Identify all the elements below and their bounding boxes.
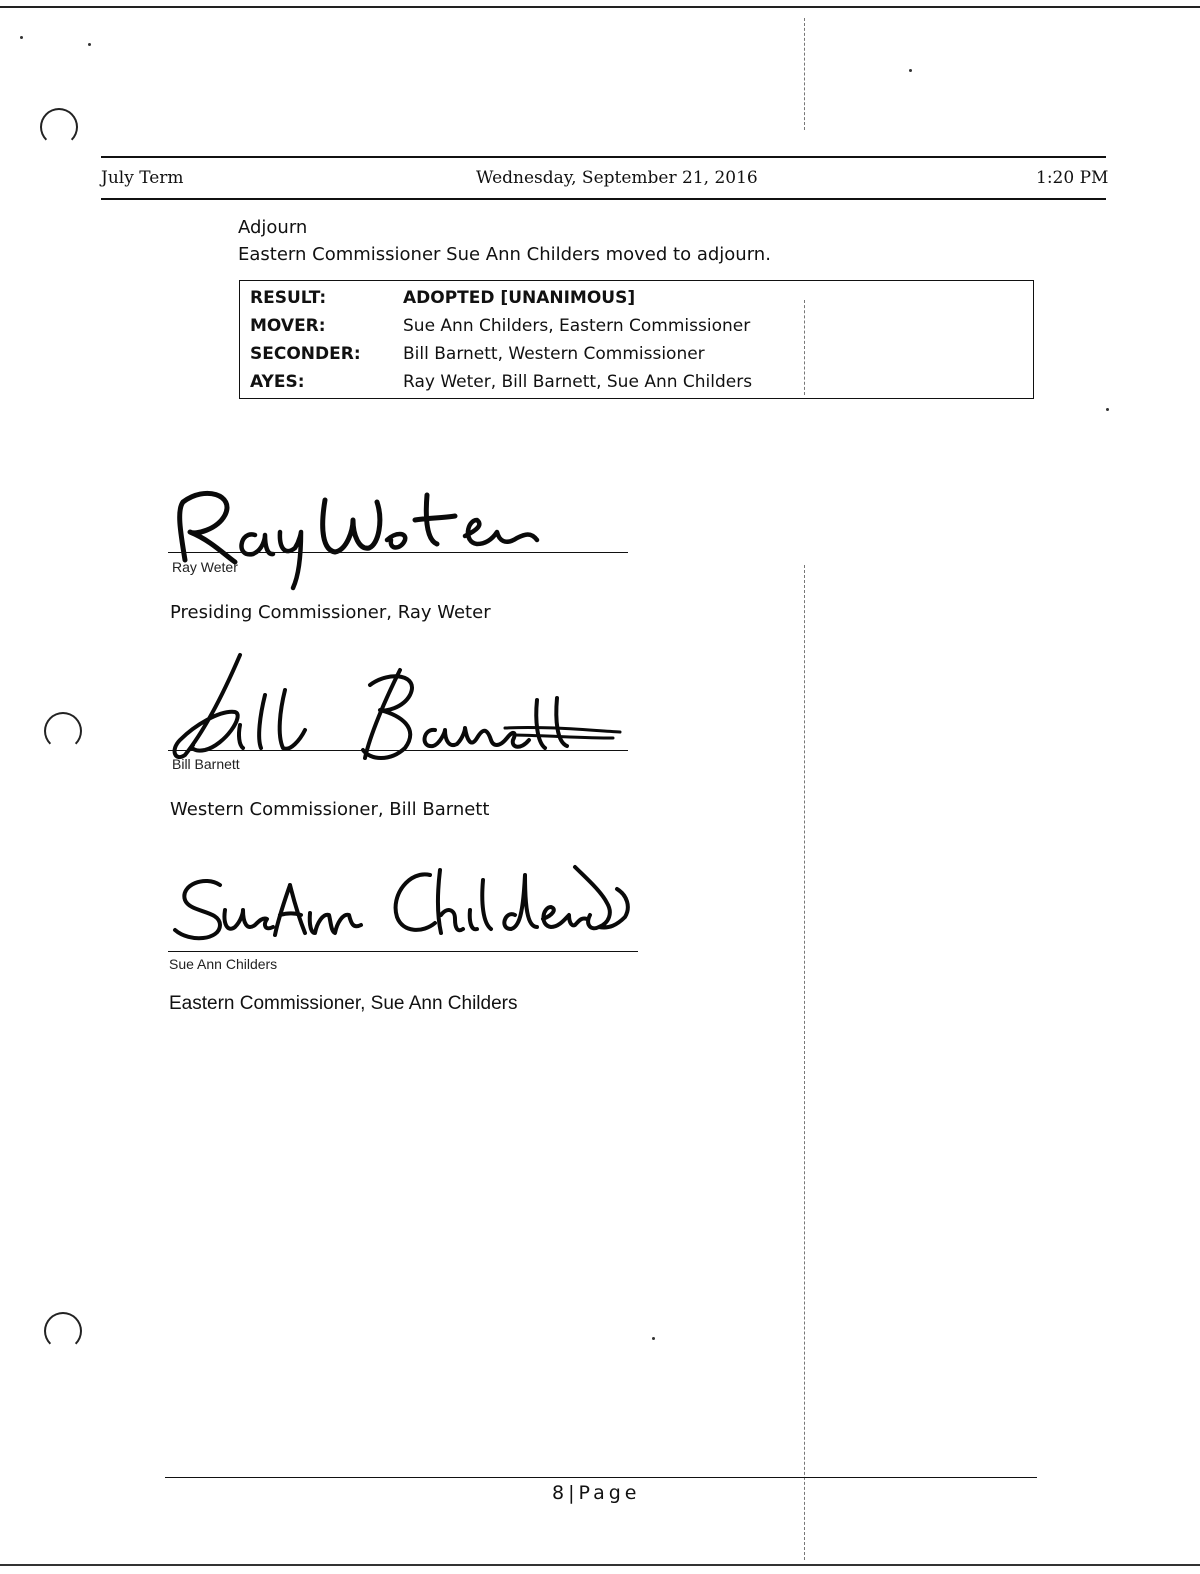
header-term: July Term	[101, 168, 184, 188]
scan-fold-line-body	[804, 565, 805, 1560]
signature-sue-ann-childers	[165, 855, 635, 950]
header-top-rule	[101, 156, 1106, 158]
motion-label: SECONDER:	[250, 344, 361, 364]
punch-hole-top	[40, 108, 78, 146]
signature-bill-barnett	[165, 650, 645, 770]
scan-speck	[1106, 408, 1109, 411]
agenda-item-title: Adjourn	[238, 217, 308, 238]
scan-speck	[20, 36, 23, 39]
motion-value: Ray Weter, Bill Barnett, Sue Ann Childers	[403, 372, 753, 392]
page-number	[552, 1482, 641, 1504]
scan-speck	[652, 1337, 655, 1340]
header-date: Wednesday, September 21, 2016	[476, 168, 758, 188]
footer-rule	[165, 1477, 1037, 1478]
scan-bottom-border	[0, 1564, 1200, 1566]
scan-top-border	[0, 6, 1200, 8]
motion-label: MOVER:	[250, 316, 326, 336]
motion-row-result	[250, 284, 635, 312]
signature-line	[168, 552, 628, 553]
signature-printed-name: Sue Ann Childers	[169, 956, 278, 972]
scan-fold-line-top	[804, 18, 805, 130]
page-number-separator: |	[568, 1482, 579, 1504]
signature-title: Western Commissioner, Bill Barnett	[170, 799, 490, 820]
agenda-item-motion: Eastern Commissioner Sue Ann Childers moved to adjourn.	[238, 244, 771, 265]
signature-printed-name: Ray Weter	[172, 559, 238, 575]
scan-speck	[88, 43, 91, 46]
motion-label: RESULT:	[250, 288, 327, 308]
punch-hole-bottom	[44, 1312, 82, 1350]
scan-speck	[909, 69, 912, 72]
motion-row-mover	[250, 312, 750, 340]
motion-value: Sue Ann Childers, Eastern Commissioner	[403, 316, 751, 336]
motion-row-ayes	[250, 368, 752, 396]
signature-line	[168, 750, 628, 751]
signature-printed-name: Bill Barnett	[172, 756, 240, 772]
signature-title: Presiding Commissioner, Ray Weter	[170, 602, 491, 623]
motion-label: AYES:	[250, 372, 305, 392]
header-time: 1:20 PM	[1036, 168, 1109, 188]
motion-result-table	[239, 280, 1034, 399]
punch-hole-middle	[44, 712, 82, 750]
signature-line	[168, 951, 638, 952]
signature-title: Eastern Commissioner, Sue Ann Childers	[169, 993, 518, 1014]
motion-value: ADOPTED [UNANIMOUS]	[403, 288, 636, 308]
page-number-label: Page	[578, 1482, 641, 1504]
page-number-value: 8	[552, 1482, 569, 1504]
header-bottom-rule	[101, 198, 1106, 200]
motion-value: Bill Barnett, Western Commissioner	[403, 344, 705, 364]
motion-row-seconder	[250, 340, 705, 368]
